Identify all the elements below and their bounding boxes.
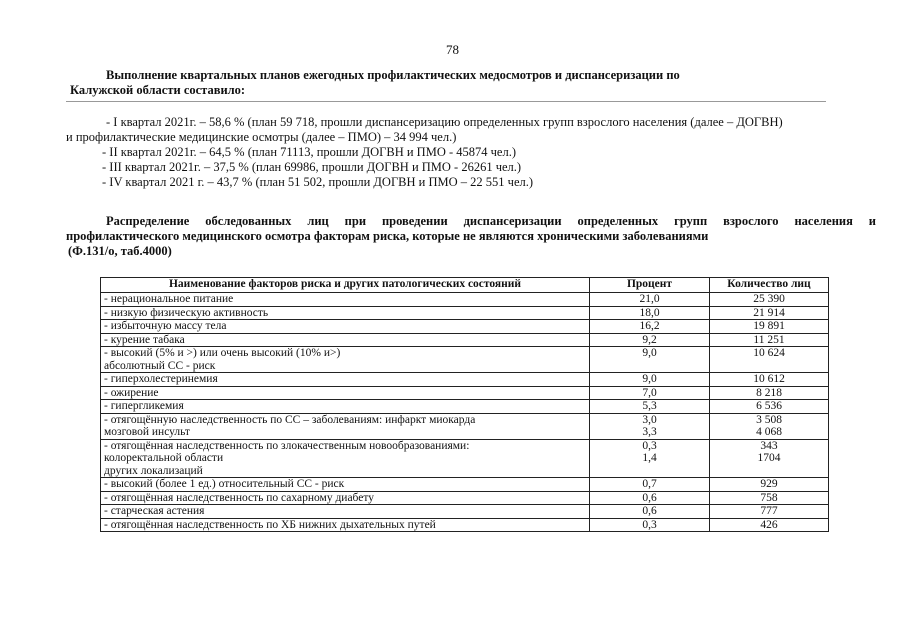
cell-line: 343: [760, 439, 778, 452]
cell-line: - отягощённую наследственность по СС – заболеваниям: инфаркт миокарда: [104, 413, 476, 426]
cell-line: 777: [760, 505, 778, 517]
percent-cell: [590, 478, 710, 492]
cell-line: абсолютный СС - риск: [104, 359, 216, 372]
percent-cell: [590, 491, 710, 505]
table-row: [101, 505, 829, 519]
cell-line: 19 891: [753, 320, 785, 332]
cell-line: 3,3: [642, 426, 657, 438]
count-cell: [710, 478, 829, 492]
cell-line: 6 536: [756, 400, 782, 412]
table-row: [101, 413, 829, 439]
cell-line: 10 624: [753, 347, 785, 359]
count-cell: [710, 505, 829, 519]
quarterly-results-list: [66, 115, 876, 190]
table-row: [101, 478, 829, 492]
cell-line: 929: [760, 478, 778, 490]
count-cell: [710, 518, 829, 532]
heading-line: профилактического медицинского осмотра факторам риска, которые не являются хроническими заболеваниями: [66, 229, 709, 243]
cell-line: 0,3: [642, 439, 657, 452]
cell-line: мозговой инсульт: [104, 426, 190, 438]
cell-line: - нерациональное питание: [104, 293, 234, 305]
cell-line: 0,6: [642, 491, 657, 504]
quarter-4-line: - IV квартал 2021 г. – 43,7 % (план 51 502, прошли ДОГВН и ПМО – 22 551 чел.): [102, 175, 534, 189]
percent-cell: [590, 320, 710, 334]
cell-line: 4 068: [756, 426, 782, 438]
cell-line: 9,0: [642, 373, 657, 385]
cell-line: 0,7: [642, 478, 657, 490]
factor-name-cell: [101, 306, 590, 320]
heading-line: Распределение обследованных лиц при проведении диспансеризации определенных групп взрослого населения и: [106, 214, 876, 228]
cell-line: - гипергликемия: [104, 400, 184, 412]
count-cell: [710, 293, 829, 307]
heading-line: Выполнение квартальных планов ежегодных профилактических медосмотров и диспансеризации по: [106, 68, 680, 82]
percent-cell: [590, 347, 710, 373]
count-cell: [710, 491, 829, 505]
column-header-name: Наименование факторов риска и других патологических состояний: [101, 278, 590, 293]
cell-line: 5,3: [642, 400, 657, 412]
cell-line: 18,0: [639, 306, 660, 319]
factor-name-cell: [101, 373, 590, 387]
cell-line: - отягощённая наследственность по ХБ нижних дыхательных путей: [104, 518, 436, 531]
cell-line: 16,2: [639, 320, 660, 332]
count-cell: [710, 347, 829, 373]
count-cell: [710, 333, 829, 347]
page-number: 78: [446, 42, 459, 57]
cell-line: 11 251: [753, 333, 785, 346]
percent-cell: [590, 518, 710, 532]
quarter-1-line: - I квартал 2021г. – 58,6 % (план 59 718, прошли диспансеризацию определенных групп взрослого населения (далее – ДОГВН): [106, 115, 783, 129]
count-cell: [710, 413, 829, 439]
table-row: [101, 439, 829, 478]
table-row: [101, 347, 829, 373]
quarter-1-continuation: и профилактические медицинские осмотры (далее – ПМО) – 34 994 чел.): [66, 130, 457, 144]
percent-cell: [590, 386, 710, 400]
cell-line: 21,0: [639, 293, 660, 305]
section-heading-quarterly-plans: [70, 68, 830, 98]
quarter-2-line: - II квартал 2021г. – 64,5 % (план 71113, прошли ДОГВН и ПМО - 45874 чел.): [102, 145, 516, 159]
factor-name-cell: [101, 478, 590, 492]
count-cell: [710, 320, 829, 334]
cell-line: - курение табака: [104, 333, 185, 346]
divider: [66, 101, 826, 102]
table-row: [101, 306, 829, 320]
count-cell: [710, 400, 829, 414]
cell-line: - высокий (5% и >) или очень высокий (10% и>): [104, 347, 341, 359]
table-row: [101, 333, 829, 347]
table-header-row: [101, 278, 829, 293]
cell-line: - ожирение: [104, 386, 159, 399]
table-row: [101, 320, 829, 334]
factor-name-cell: [101, 293, 590, 307]
factor-name-cell: [101, 491, 590, 505]
cell-line: 1,4: [642, 452, 657, 464]
factor-name-cell: [101, 333, 590, 347]
heading-line: Калужской области составило:: [70, 83, 246, 97]
table-row: [101, 386, 829, 400]
cell-line: 758: [760, 491, 778, 504]
cell-line: 25 390: [753, 293, 785, 305]
count-cell: [710, 439, 829, 478]
factor-name-cell: [101, 439, 590, 478]
factor-name-cell: [101, 518, 590, 532]
cell-line: 10 612: [753, 373, 785, 385]
cell-line: - высокий (более 1 ед.) относительный СС - риск: [104, 478, 345, 490]
table-row: [101, 293, 829, 307]
column-header-count: Количество лиц: [710, 278, 829, 293]
factor-name-cell: [101, 505, 590, 519]
risk-factors-table: [100, 277, 829, 532]
count-cell: [710, 373, 829, 387]
factor-name-cell: [101, 386, 590, 400]
percent-cell: [590, 439, 710, 478]
cell-line: - гиперхолестеринемия: [104, 373, 218, 385]
table-row: [101, 373, 829, 387]
factor-name-cell: [101, 413, 590, 439]
factor-name-cell: [101, 347, 590, 373]
cell-line: - низкую физическую активность: [104, 306, 269, 319]
table-row: [101, 518, 829, 532]
table-row: [101, 491, 829, 505]
factor-name-cell: [101, 400, 590, 414]
cell-line: 426: [760, 518, 778, 531]
percent-cell: [590, 373, 710, 387]
count-cell: [710, 306, 829, 320]
cell-line: 21 914: [753, 306, 785, 319]
percent-cell: [590, 306, 710, 320]
percent-cell: [590, 333, 710, 347]
cell-line: 3,0: [642, 413, 657, 426]
cell-line: - отягощённая наследственность по сахарному диабету: [104, 491, 374, 504]
cell-line: 0,3: [642, 518, 657, 531]
cell-line: - избыточную массу тела: [104, 320, 227, 332]
cell-line: колоректальной области: [104, 452, 224, 464]
count-cell: [710, 386, 829, 400]
heading-line: (Ф.131/о, таб.4000): [68, 244, 172, 258]
section-heading-risk-factors: [66, 214, 876, 259]
cell-line: 3 508: [756, 413, 782, 426]
cell-line: 8 218: [756, 386, 782, 399]
cell-line: 7,0: [642, 386, 657, 399]
quarter-3-line: - III квартал 2021г. – 37,5 % (план 69986, прошли ДОГВН и ПМО - 26261 чел.): [102, 160, 522, 174]
percent-cell: [590, 293, 710, 307]
percent-cell: [590, 400, 710, 414]
cell-line: других локализаций: [104, 464, 203, 477]
table-row: [101, 400, 829, 414]
percent-cell: [590, 505, 710, 519]
cell-line: 0,6: [642, 505, 657, 517]
cell-line: 9,2: [642, 333, 657, 346]
cell-line: 9,0: [642, 347, 657, 359]
percent-cell: [590, 413, 710, 439]
factor-name-cell: [101, 320, 590, 334]
cell-line: 1704: [757, 452, 781, 464]
column-header-percent: Процент: [590, 278, 710, 293]
table-body: [101, 293, 829, 532]
cell-line: - старческая астения: [104, 505, 205, 517]
cell-line: - отягощённая наследственность по злокачественным новообразованиями:: [104, 439, 470, 452]
